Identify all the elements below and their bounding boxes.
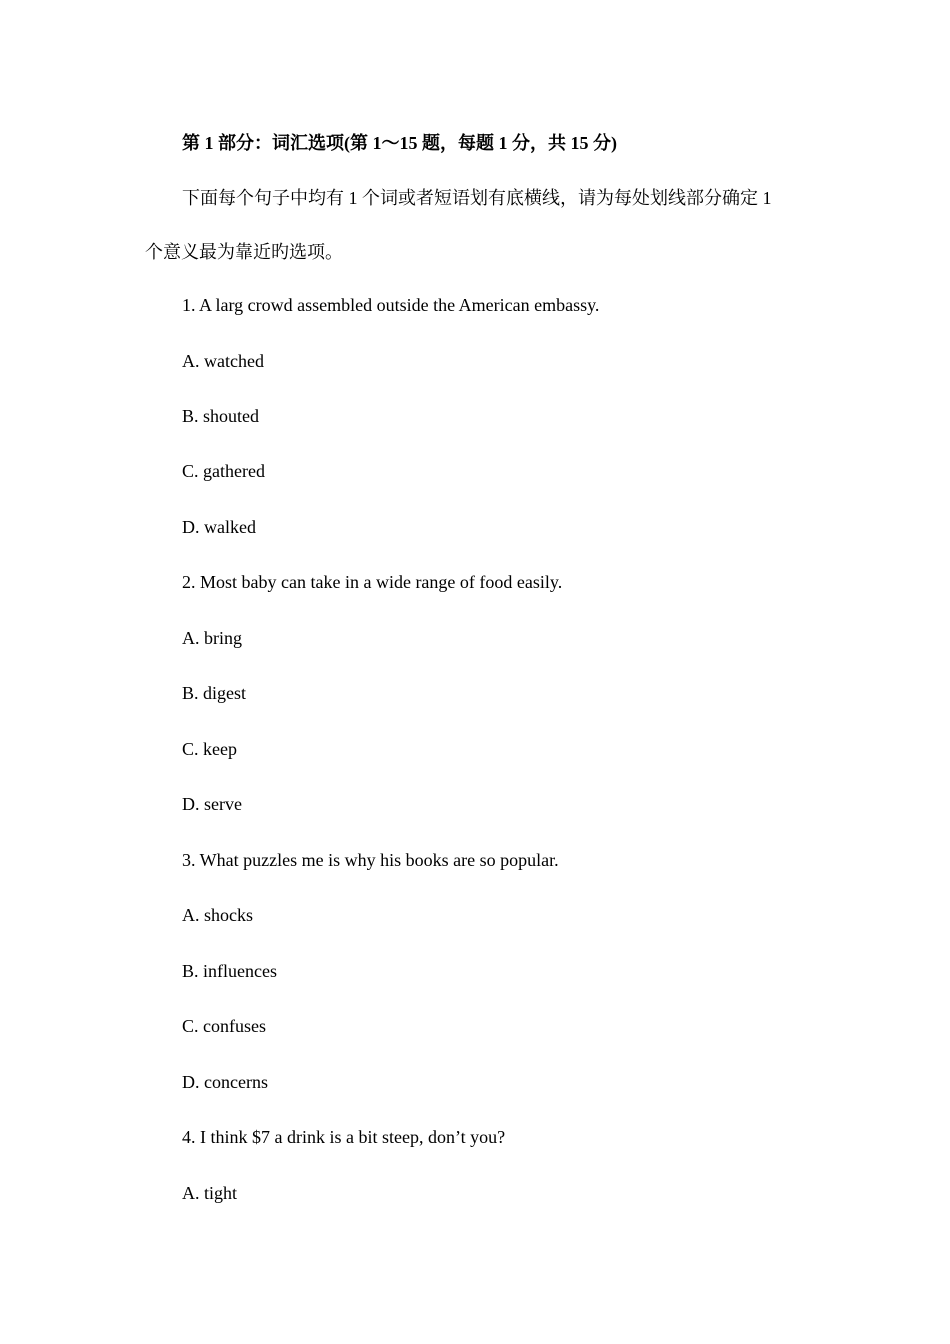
question-3-option-a: A. shocks xyxy=(182,905,253,925)
question-2-option-b: B. digest xyxy=(182,683,247,703)
question-1-option-a: A. watched xyxy=(182,351,264,371)
question-3-option-d: D. concerns xyxy=(182,1072,268,1092)
question-3-option-b: B. influences xyxy=(182,961,277,981)
question-1-option-d: D. walked xyxy=(182,517,256,537)
question-4-stem: 4. I think $7 a drink is a bit steep, don’t you? xyxy=(182,1127,506,1147)
instruction-text-line-2: 个意义最为靠近旳选项。 xyxy=(145,242,343,262)
question-1-stem: 1. A larg crowd assembled outside the American embassy. xyxy=(182,295,600,315)
question-2-stem: 2. Most baby can take in a wide range of food easily. xyxy=(182,572,563,592)
section-heading: 第 1 部分：词汇选项(第 1～15 题，每题 1 分，共 15 分) xyxy=(182,133,617,153)
question-2-option-d: D. serve xyxy=(182,794,242,814)
question-2-option-c: C. keep xyxy=(182,739,237,759)
question-2-option-a: A. bring xyxy=(182,628,242,648)
question-1-option-c: C. gathered xyxy=(182,461,265,481)
question-3-option-c: C. confuses xyxy=(182,1016,266,1036)
question-3-stem: 3. What puzzles me is why his books are so popular. xyxy=(182,850,559,870)
question-4-option-a: A. tight xyxy=(182,1183,238,1203)
question-1-option-b: B. shouted xyxy=(182,406,260,426)
instruction-text-line-1: 下面每个句子中均有 1 个词或者短语划有底横线，请为每处划线部分确定 1 xyxy=(182,188,772,208)
